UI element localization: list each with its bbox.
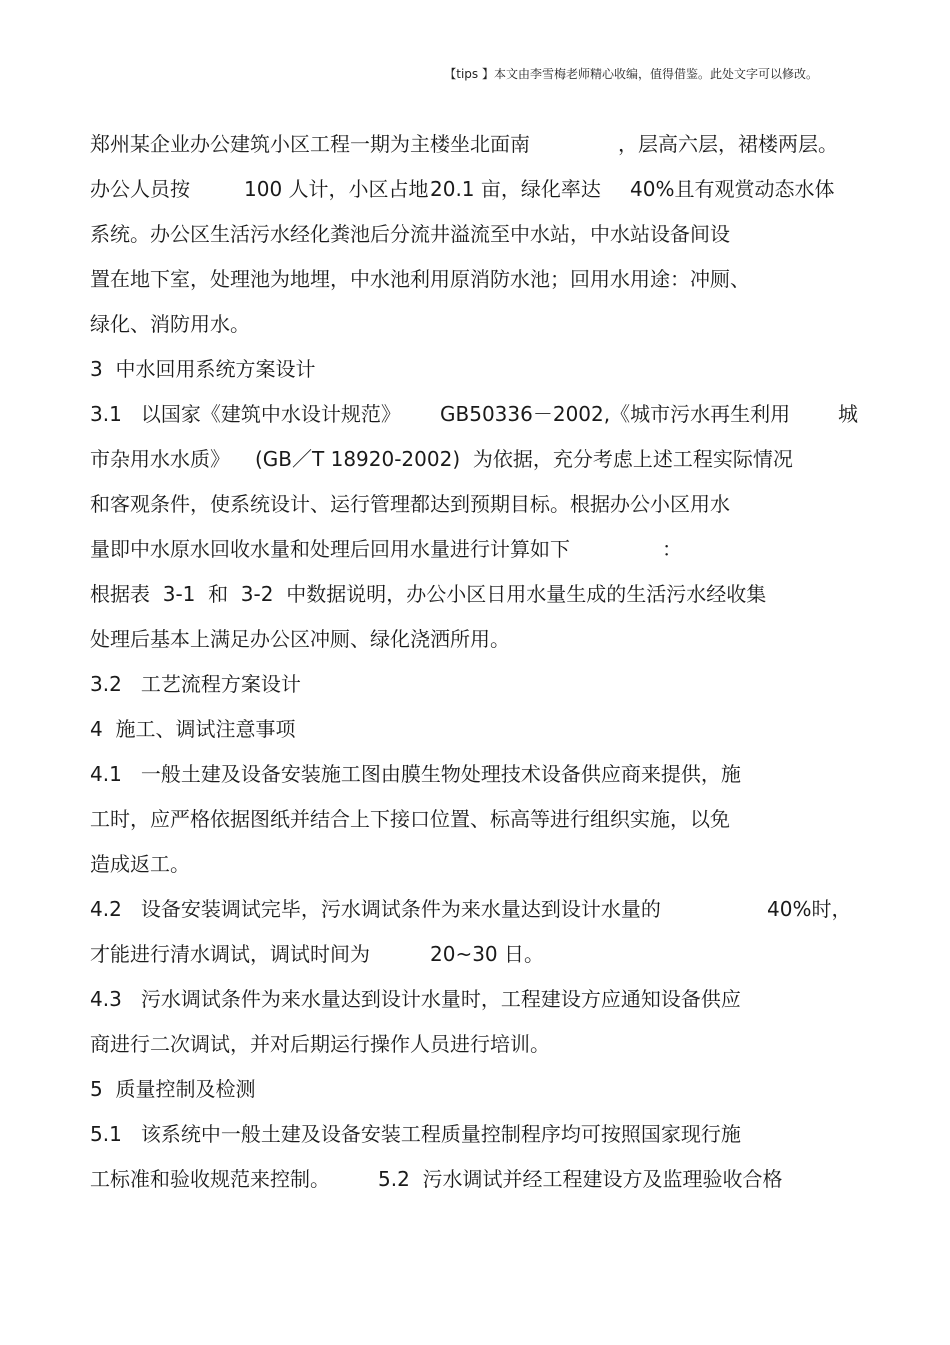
- paragraph-line: [90, 533, 880, 578]
- text-segment: 市杂用水水质》: [90, 447, 230, 471]
- paragraph-line: [90, 848, 880, 893]
- text-segment: 和客观条件，使系统设计、运行管理都达到预期目标。根据办公小区用水: [90, 492, 730, 516]
- paragraph-line: [90, 893, 880, 938]
- text-segment: 办公人员按: [90, 177, 190, 201]
- tips-note: 【tips 】本文由李雪梅老师精心收编，值得借鉴。此处文字可以修改。: [444, 67, 818, 81]
- text-segment: 处理后基本上满足办公区冲厕、绿化浇洒所用。: [90, 627, 510, 651]
- text-segment: 20~30 日。: [430, 942, 545, 966]
- text-segment: 工标准和验收规范来控制。: [90, 1167, 330, 1191]
- text-segment: 4.1 一般土建及设备安装施工图由膜生物处理技术设备供应商来提供，施: [90, 762, 741, 786]
- text-segment: 量即中水原水回收水量和处理后回用水量进行计算如下: [90, 537, 570, 561]
- text-segment: 40%且有观赏动态水体: [630, 177, 835, 201]
- paragraph-line: [90, 1163, 880, 1208]
- text-segment: 100 人计，小区占地: [244, 177, 429, 201]
- text-segment: GB50336－2002,《城市污水再生利用: [440, 402, 791, 426]
- paragraph-line: [90, 173, 880, 218]
- text-segment: 3.1 以国家《建筑中水设计规范》: [90, 402, 401, 426]
- text-segment: (GB／T 18920-2002) 为依据，充分考虑上述工程实际情况: [255, 447, 793, 471]
- paragraph-line: [90, 578, 880, 623]
- paragraph-line: [90, 983, 880, 1028]
- text-segment: 系统。办公区生活污水经化粪池后分流井溢流至中水站，中水站设备间设: [90, 222, 730, 246]
- section-heading: [90, 713, 880, 758]
- paragraph-line: [90, 443, 880, 488]
- text-segment: 40%时，: [767, 897, 852, 921]
- text-segment: 3.2 工艺流程方案设计: [90, 672, 301, 696]
- text-segment: 绿化、消防用水。: [90, 312, 250, 336]
- paragraph-line: [90, 803, 880, 848]
- paragraph-line: [90, 1028, 880, 1073]
- paragraph-line: [90, 398, 880, 443]
- text-segment: 4.2 设备安装调试完毕，污水调试条件为来水量达到设计水量的: [90, 897, 661, 921]
- paragraph-line: [90, 128, 880, 173]
- text-segment: 5.1 该系统中一般土建及设备安装工程质量控制程序均可按照国家现行施: [90, 1122, 741, 1146]
- paragraph-line: [90, 623, 880, 668]
- section-heading: [90, 1073, 880, 1118]
- paragraph-line: [90, 308, 880, 353]
- text-segment: 4.3 污水调试条件为来水量达到设计水量时，工程建设方应通知设备供应: [90, 987, 741, 1011]
- text-segment: 4 施工、调试注意事项: [90, 717, 296, 741]
- text-segment: 根据表 3-1 和 3-2 中数据说明，办公小区日用水量生成的生活污水经收集: [90, 582, 767, 606]
- text-segment: 商进行二次调试，并对后期运行操作人员进行培训。: [90, 1032, 550, 1056]
- text-segment: 5.2 污水调试并经工程建设方及监理验收合格: [378, 1167, 783, 1191]
- text-segment: 城: [838, 402, 858, 426]
- text-segment: 工时，应严格依据图纸并结合上下接口位置、标高等进行组织实施，以免: [90, 807, 730, 831]
- paragraph-line: [90, 488, 880, 533]
- text-segment: ，层高六层，裙楼两层。: [618, 132, 838, 156]
- section-heading: [90, 353, 880, 398]
- document-body: [90, 128, 880, 1208]
- paragraph-line: [90, 1118, 880, 1163]
- text-segment: 置在地下室，处理池为地埋，中水池利用原消防水池；回用水用途：冲厕、: [90, 267, 750, 291]
- text-segment: ：: [662, 537, 682, 561]
- section-heading: [90, 668, 880, 713]
- text-segment: 郑州某企业办公建筑小区工程一期为主楼坐北面南: [90, 132, 530, 156]
- text-segment: 造成返工。: [90, 852, 190, 876]
- paragraph-line: [90, 263, 880, 308]
- paragraph-line: [90, 938, 880, 983]
- text-segment: 20.1 亩，绿化率达: [430, 177, 601, 201]
- text-segment: 3 中水回用系统方案设计: [90, 357, 316, 381]
- text-segment: 才能进行清水调试，调试时间为: [90, 942, 370, 966]
- paragraph-line: [90, 218, 880, 263]
- paragraph-line: [90, 758, 880, 803]
- text-segment: 5 质量控制及检测: [90, 1077, 256, 1101]
